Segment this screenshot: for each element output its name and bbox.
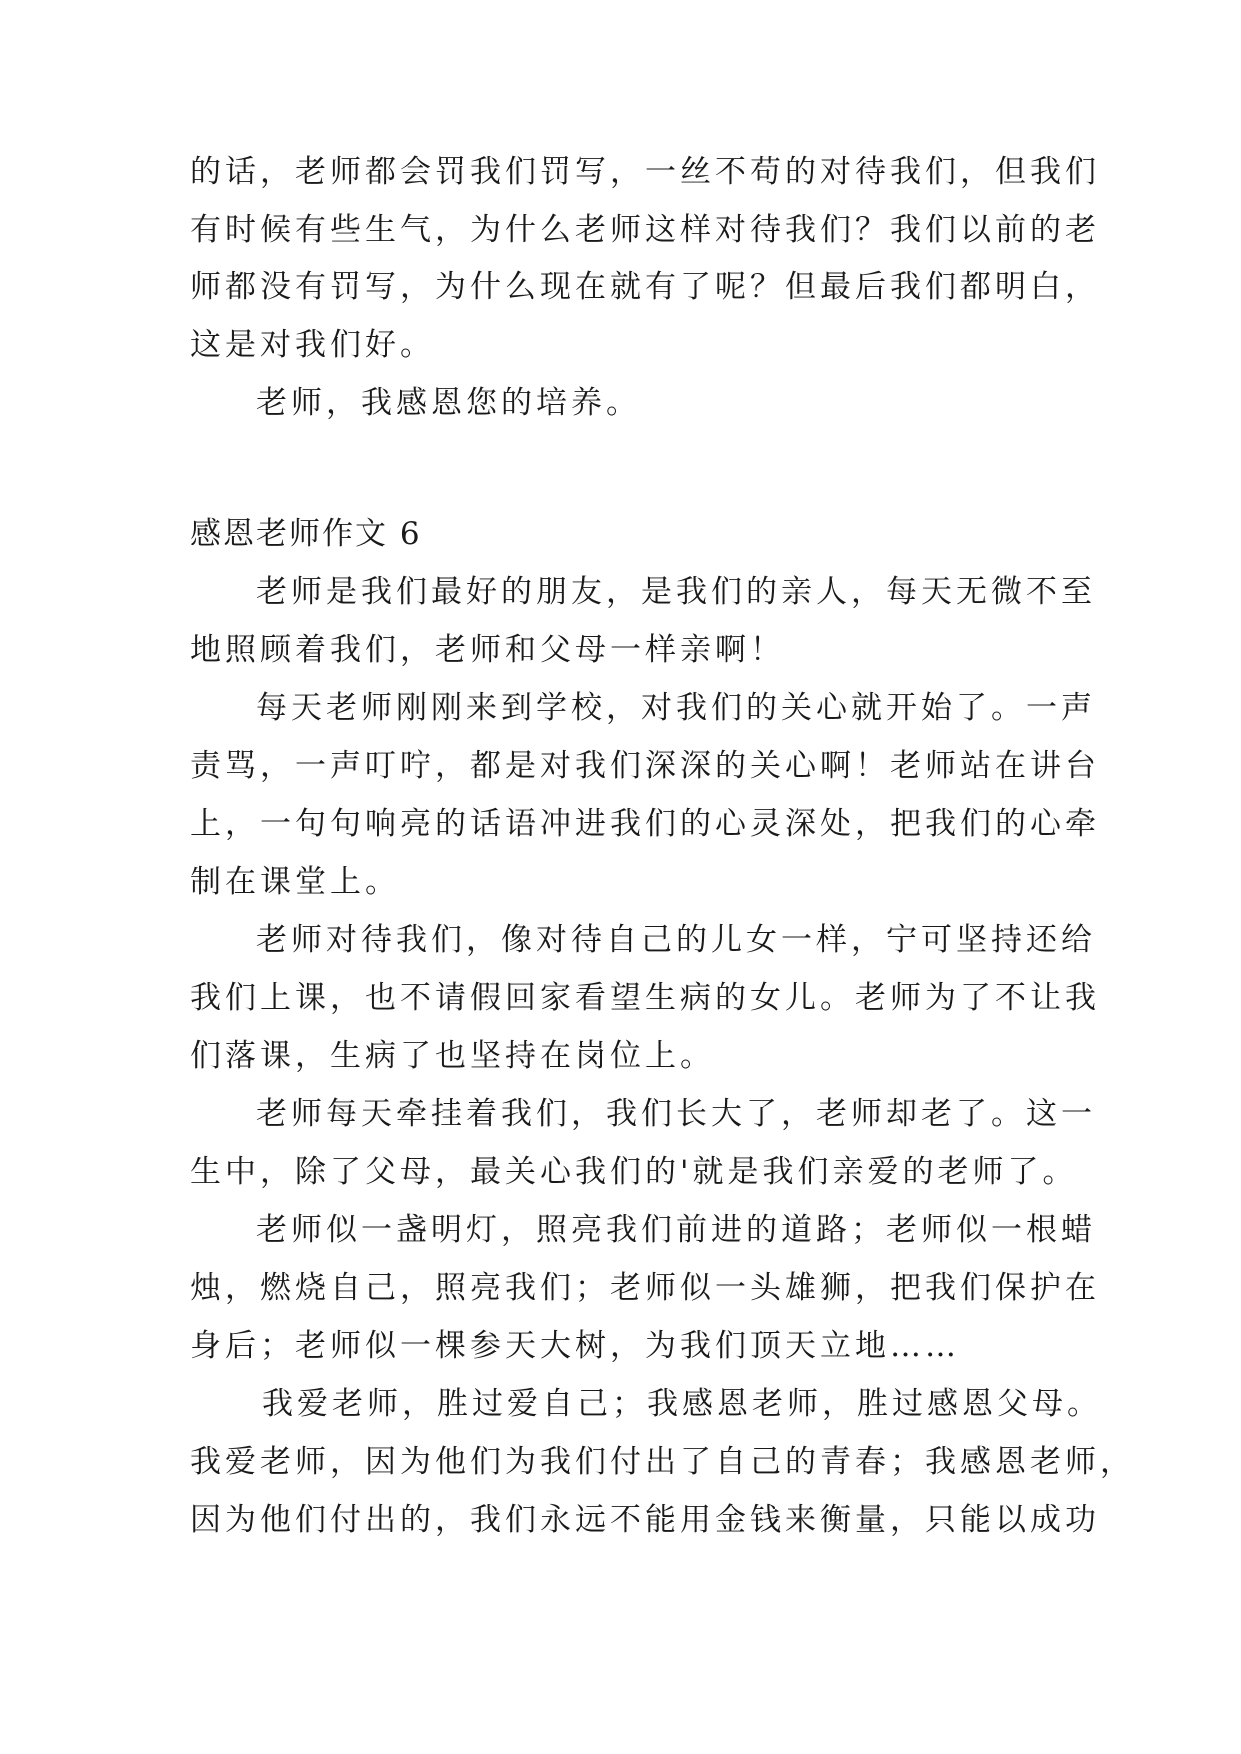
text-line: 老师，我感恩您的培养。 [256, 385, 641, 421]
text-line: 上，一句句响亮的话语冲进我们的心灵深处，把我们的心牵 [190, 806, 1100, 842]
text-line: 因为他们付出的，我们永远不能用金钱来衡量，只能以成功 [190, 1502, 1100, 1538]
text-line: 们落课，生病了也坚持在岗位上。 [190, 1038, 715, 1074]
text-line: 师都没有罚写，为什么现在就有了呢？但最后我们都明白， [190, 269, 1100, 305]
text-line: 老师是我们最好的朋友，是我们的亲人，每天无微不至 [256, 574, 1096, 610]
text-line: 身后；老师似一棵参天大树，为我们顶天立地…… [190, 1328, 960, 1364]
text-line: 这是对我们好。 [190, 327, 435, 363]
text-line: 生中，除了父母，最关心我们的'就是我们亲爱的老师了。 [190, 1154, 1078, 1190]
text-line: 制在课堂上。 [190, 864, 400, 900]
text-line: 的话，老师都会罚我们罚写，一丝不苟的对待我们，但我们 [190, 154, 1100, 190]
text-line: 老师似一盏明灯，照亮我们前进的道路；老师似一根蜡 [256, 1212, 1096, 1248]
text-line: 我爱老师，因为他们为我们付出了自己的青春；我感恩老师， [190, 1444, 1135, 1480]
text-line: 烛，燃烧自己，照亮我们；老师似一头雄狮，把我们保护在 [190, 1270, 1100, 1306]
text-line: 地照顾着我们，老师和父母一样亲啊！ [190, 632, 785, 668]
text-line: 老师对待我们，像对待自己的儿女一样，宁可坚持还给 [256, 922, 1096, 958]
text-line: 我爱老师，胜过爱自己；我感恩老师，胜过感恩父母。 [262, 1386, 1102, 1422]
text-line: 每天老师刚刚来到学校，对我们的关心就开始了。一声 [256, 690, 1096, 726]
text-line: 责骂，一声叮咛，都是对我们深深的关心啊！老师站在讲台 [190, 748, 1100, 784]
text-line: 我们上课，也不请假回家看望生病的女儿。老师为了不让我 [190, 980, 1100, 1016]
text-line: 老师每天牵挂着我们，我们长大了，老师却老了。这一 [256, 1096, 1096, 1132]
section-heading: 感恩老师作文 6 [190, 516, 422, 552]
text-line: 有时候有些生气，为什么老师这样对待我们？我们以前的老 [190, 212, 1100, 248]
